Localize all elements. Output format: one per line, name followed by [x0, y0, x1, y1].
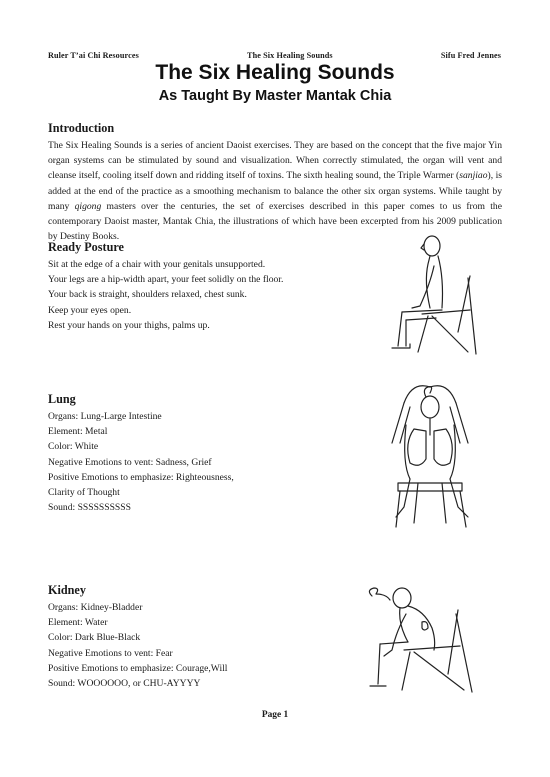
lung-line: Positive Emotions to emphasize: Righteousness, [48, 471, 234, 483]
introduction-paragraph [48, 138, 502, 244]
chair-back [448, 610, 458, 674]
lung-line: Sound: SSSSSSSSSS [48, 502, 131, 514]
kidney-line: Positive Emotions to emphasize: Courage,Will [48, 662, 228, 674]
chair-leg-left [396, 491, 400, 527]
head [421, 396, 439, 418]
ready-posture-line: Keep your eyes open. [48, 304, 132, 316]
page-number: Page 1 [261, 710, 289, 720]
shin-front [398, 312, 402, 346]
lung-section [48, 392, 234, 515]
intro-text-part-3: masters over the centuries, the set of exercises described in this paper comes to us from the contemporary Daoist master, Mantak Chia, the illustrations of which have been excerpted from his 2009 publication by Destiny Books. [48, 200, 502, 243]
ready-posture-line: Sit at the edge of a chair with your genitals unsupported. [48, 259, 266, 270]
kidney-heading: Kidney [48, 583, 86, 597]
head [424, 236, 440, 256]
introduction-section [48, 121, 502, 244]
kidney-section [48, 583, 227, 691]
introduction-heading: Introduction [48, 121, 115, 135]
hands-overhead [404, 386, 456, 403]
arm [384, 614, 406, 656]
ready-posture-lines [48, 257, 283, 333]
lung-line: Organs: Lung-Large Intestine [48, 411, 162, 422]
right-leg [450, 479, 468, 517]
chair-rear-leg [468, 278, 476, 354]
ready-posture-heading: Ready Posture [48, 240, 124, 254]
arm [412, 266, 434, 308]
lung-line: Negative Emotions to vent: Sadness, Grief [48, 456, 212, 468]
torso-back [438, 256, 443, 308]
shin [378, 644, 380, 684]
kidney-line: Element: Water [48, 617, 108, 629]
back [408, 606, 435, 650]
chair-front-leg [418, 316, 428, 352]
thigh-bottom [406, 318, 436, 320]
running-head-center: The Six Healing Sounds [247, 51, 333, 60]
right-lung [434, 429, 452, 465]
running-head-right: Sifu Fred Jennes [440, 51, 501, 60]
intro-text-part-2: ), is added at the end of the practice as a smoothing mechanism to balance the other six organ systems. While taught by many [48, 170, 502, 212]
kidney-line: Organs: Kidney-Bladder [48, 602, 143, 613]
lung-line: Element: Metal [48, 426, 108, 438]
chair-leg-right [460, 491, 466, 527]
chair-brace [414, 652, 464, 690]
kidney-lines [48, 600, 227, 691]
intro-term-sanjiao: sanjiao [459, 170, 488, 182]
foot [392, 344, 410, 348]
chair-front-leg [402, 652, 410, 690]
lung-line: Clarity of Thought [48, 487, 120, 499]
left-lung [408, 429, 426, 465]
chair-brace [432, 316, 468, 352]
kidney-line: Negative Emotions to vent: Fear [48, 647, 173, 659]
breath-swirl-icon [369, 588, 390, 600]
page-subtitle: As Taught By Master Mantak Chia [158, 88, 392, 104]
lung-line: Color: White [48, 441, 99, 453]
kidney-line: Sound: WOOOOOO, or CHU-AYYYY [48, 678, 201, 690]
ready-posture-illustration [372, 232, 482, 360]
kidney-illustration [364, 580, 488, 698]
chair-rear-leg [456, 614, 472, 692]
ready-posture-section [48, 240, 283, 333]
chair-front-legs [414, 483, 446, 523]
ready-posture-line: Your back is straight, shoulders relaxed, chest sunk. [48, 289, 247, 301]
head [393, 588, 411, 608]
page-title: The Six Healing Sounds [155, 61, 395, 84]
lung-illustration [374, 373, 486, 533]
intro-text-part-1: The Six Healing Sounds is a series of ancient Daoist exercises. They are based on the concept that the five major Yin organ systems can be stimulated by sound and visualization. When correctly stimulated, the organ will vent and cleanse itself, cooling itself down and ridding itself of toxins. The sixth healing sound, the Triple Warmer ( [48, 140, 502, 182]
kidney-line: Color: Dark Blue-Black [48, 632, 141, 644]
thigh-top [402, 310, 442, 312]
ready-posture-line: Rest your hands on your thighs, palms up. [48, 319, 210, 331]
running-head-left: Ruler T’ai Chi Resources [48, 51, 139, 60]
lung-heading: Lung [48, 392, 76, 406]
running-head [48, 51, 501, 60]
lung-lines [48, 409, 234, 515]
kidney-organ [422, 622, 428, 630]
intro-term-qigong: qigong [74, 200, 102, 212]
ready-posture-line: Your legs are a hip-width apart, your feet solidly on the floor. [48, 274, 284, 286]
